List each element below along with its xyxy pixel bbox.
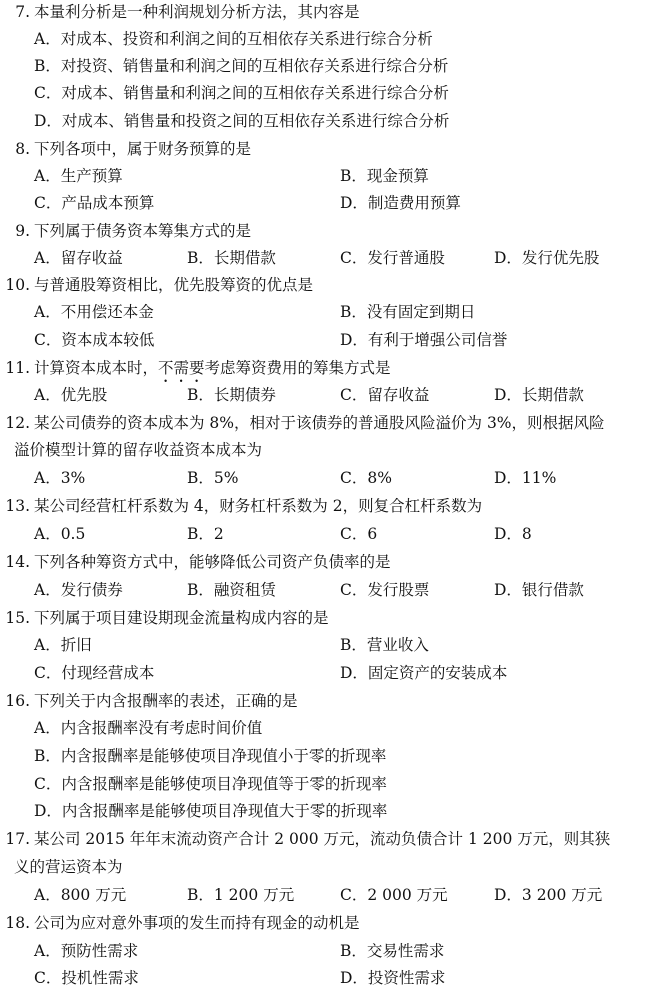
option-c: C．投机性需求 xyxy=(34,969,139,987)
option-b: B．对投资、销售量和利润之间的互相依存关系进行综合分析 xyxy=(34,57,449,75)
option-a: A．发行债券 xyxy=(34,581,123,599)
option-c: C．发行普通股 xyxy=(340,249,445,267)
option-b: B．现金预算 xyxy=(340,167,429,185)
option-row xyxy=(0,632,645,659)
question-8 xyxy=(0,136,645,163)
option-d: D．制造费用预算 xyxy=(340,194,461,212)
option-row xyxy=(0,660,645,687)
option-b: B．长期债券 xyxy=(187,386,276,404)
question-stem: 下列关于内含报酬率的表述，正确的是 xyxy=(34,692,298,710)
option-row xyxy=(0,798,645,825)
option-row xyxy=(0,577,645,604)
option-a: A．优先股 xyxy=(34,386,108,404)
option-row xyxy=(0,743,645,770)
emphasized-text: 不需要 xyxy=(158,359,205,377)
option-row xyxy=(0,327,645,354)
question-15 xyxy=(0,605,645,632)
option-a: A．留存收益 xyxy=(34,249,123,267)
question-16 xyxy=(0,688,645,715)
question-number: 9. xyxy=(15,222,30,240)
question-stem-continued xyxy=(0,437,645,464)
option-row xyxy=(0,190,645,217)
option-c: C．留存收益 xyxy=(340,386,430,404)
question-10 xyxy=(0,272,645,299)
question-number: 11. xyxy=(5,359,30,377)
option-c: C．6 xyxy=(340,525,378,543)
question-stem: 下列属于项目建设期现金流量构成内容的是 xyxy=(34,609,329,627)
question-14 xyxy=(0,549,645,576)
option-d: D．投资性需求 xyxy=(340,969,446,987)
question-number: 14. xyxy=(5,553,30,571)
option-d: D．长期借款 xyxy=(494,386,584,404)
option-a: A．生产预算 xyxy=(34,167,123,185)
option-row xyxy=(0,965,645,992)
option-a: A．内含报酬率没有考虑时间价值 xyxy=(34,719,263,737)
option-b: B．没有固定到期日 xyxy=(340,303,476,321)
option-b: B．内含报酬率是能够使项目净现值小于零的折现率 xyxy=(34,747,387,765)
option-d: D．11% xyxy=(494,469,557,487)
option-d: D．银行借款 xyxy=(494,581,584,599)
option-c: C．对成本、销售量和利润之间的互相依存关系进行综合分析 xyxy=(34,84,449,102)
option-d: D．3 200 万元 xyxy=(494,886,603,904)
question-number: 15. xyxy=(5,609,30,627)
option-c: C．发行股票 xyxy=(340,581,430,599)
option-row xyxy=(0,882,645,909)
option-row xyxy=(0,163,645,190)
option-c: C．资本成本较低 xyxy=(34,331,155,349)
stem-continuation: 溢价模型计算的留存收益资本成本为 xyxy=(14,441,263,459)
option-row xyxy=(0,715,645,742)
option-b: B．营业收入 xyxy=(340,636,429,654)
question-stem: 某公司 2015 年年末流动资产合计 2 000 万元，流动负债合计 1 200 万元，则其狭 xyxy=(34,830,611,848)
option-row xyxy=(0,521,645,548)
option-d: D．发行优先股 xyxy=(494,249,600,267)
option-a: A．不用偿还本金 xyxy=(34,303,154,321)
option-row xyxy=(0,26,645,53)
option-row xyxy=(0,382,645,409)
question-number: 8. xyxy=(15,140,30,158)
question-stem: 某公司债券的资本成本为 8%，相对于该债券的普通股风险溢价为 3%，则根据风险 xyxy=(34,414,605,432)
option-row xyxy=(0,108,645,135)
question-stem: 下列各项中，属于财务预算的是 xyxy=(34,140,252,158)
option-d: D．固定资产的安装成本 xyxy=(340,664,508,682)
option-b: B．5% xyxy=(187,469,239,487)
question-stem: 某公司经营杠杆系数为 4，财务杠杆系数为 2，则复合杠杆系数为 xyxy=(34,497,483,515)
question-stem-continued xyxy=(0,854,645,881)
option-a: A．800 万元 xyxy=(34,886,127,904)
option-a: A．预防性需求 xyxy=(34,942,139,960)
option-a: A．对成本、投资和利润之间的互相依存关系进行综合分析 xyxy=(34,30,433,48)
question-11 xyxy=(0,355,645,382)
question-stem: 下列各种筹资方式中，能够降低公司资产负债率的是 xyxy=(34,553,391,571)
option-c: C．产品成本预算 xyxy=(34,194,155,212)
option-d: D．对成本、销售量和投资之间的互相依存关系进行综合分析 xyxy=(34,112,450,130)
question-number: 13. xyxy=(5,497,30,515)
question-number: 17. xyxy=(5,830,30,848)
option-c: C．内含报酬率是能够使项目净现值等于零的折现率 xyxy=(34,775,387,793)
option-row xyxy=(0,771,645,798)
question-17 xyxy=(0,826,645,853)
stem-text: 计算资本成本时， xyxy=(34,359,159,377)
question-13 xyxy=(0,493,645,520)
option-b: B．交易性需求 xyxy=(340,942,445,960)
option-b: B．长期借款 xyxy=(187,249,276,267)
option-c: C．2 000 万元 xyxy=(340,886,448,904)
question-12 xyxy=(0,410,645,437)
question-number: 10. xyxy=(5,276,30,294)
question-number: 7. xyxy=(15,3,30,21)
question-stem: 与普通股筹资相比，优先股筹资的优点是 xyxy=(34,276,314,294)
question-7 xyxy=(0,0,645,26)
question-stem: 下列属于债务资本筹集方式的是 xyxy=(34,222,252,240)
question-number: 18. xyxy=(5,914,30,932)
option-row xyxy=(0,53,645,80)
stem-text: 考虑筹资费用的筹集方式是 xyxy=(204,359,391,377)
question-stem: 公司为应对意外事项的发生而持有现金的动机是 xyxy=(34,914,360,932)
option-a: A．折旧 xyxy=(34,636,92,654)
option-c: C．8% xyxy=(340,469,392,487)
option-b: B．1 200 万元 xyxy=(187,886,295,904)
option-d: D．有利于增强公司信誉 xyxy=(340,331,508,349)
question-number: 12. xyxy=(5,414,30,432)
option-row xyxy=(0,80,645,107)
option-d: D．内含报酬率是能够使项目净现值大于零的折现率 xyxy=(34,802,388,820)
option-b: B．2 xyxy=(187,525,224,543)
option-row xyxy=(0,938,645,965)
option-b: B．融资租赁 xyxy=(187,581,276,599)
option-a: A．0.5 xyxy=(34,525,86,543)
question-18 xyxy=(0,910,645,937)
question-number: 16. xyxy=(5,692,30,710)
option-a: A．3% xyxy=(34,469,86,487)
option-row xyxy=(0,465,645,492)
option-row xyxy=(0,299,645,326)
question-stem: 本量利分析是一种利润规划分析方法，其内容是 xyxy=(34,3,360,21)
stem-continuation: 义的营运资本为 xyxy=(14,858,123,876)
option-c: C．付现经营成本 xyxy=(34,664,155,682)
question-9 xyxy=(0,218,645,245)
option-row xyxy=(0,245,645,272)
option-d: D．8 xyxy=(494,525,532,543)
